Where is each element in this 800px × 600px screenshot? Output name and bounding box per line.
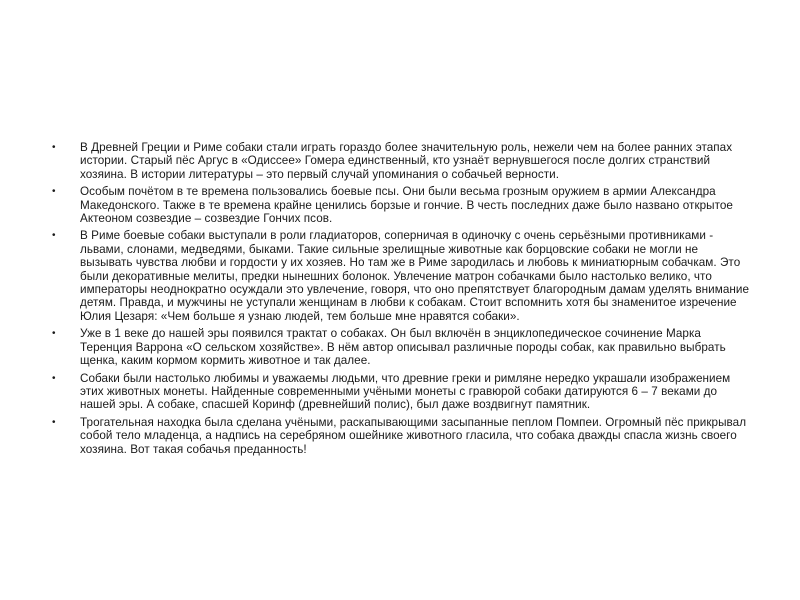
bullet-icon: • — [52, 416, 56, 428]
bullet-item-6 — [52, 416, 752, 456]
bullet-icon: • — [52, 372, 56, 384]
bullet-item-3 — [52, 229, 752, 323]
bullet-icon: • — [52, 230, 56, 242]
bullet-text: В Риме боевые собаки выступали в роли гладиаторов, соперничая в одиночку с очень серьёзными противниками - львами, слонами, медведями, быками. Такие сильные зрелищные животные как борцовские собаки не могли не вызывать чувства любви и гордости у их хозяев. Но там же в Риме зародилась и любовь к миниатюрным собачкам. Это были декоративные мелиты, предки нынешних болонок. Увлечение матрон собачками было настолько велико, что императоры неоднократно осуждали это увлечение, говоря, что оно препятствует благородным дамам уделять внимание детям. Правда, и мужчины не уступали женщинам в любви к собакам. Стоит вспомнить хотя бы знаменитое изречение Юлия Цезаря: «Чем больше я узнаю людей, тем больше мне нравятся собаки». — [80, 229, 750, 323]
bullet-item-1 — [52, 141, 752, 181]
bullet-icon: • — [52, 186, 56, 198]
bullet-icon: • — [52, 142, 56, 153]
bullet-item-5 — [52, 372, 752, 412]
bullet-text: Трогательная находка была сделана учёными, раскапывающими засыпанные пеплом Помпеи. Огромный пёс прикрывал собой тело младенца, а надпись на серебряном ошейнике животного гласила, что собака дважды спасла жизнь своего хозяина. Вот такая собачья преданность! — [80, 415, 747, 456]
bullet-item-4 — [52, 327, 752, 367]
bullet-text: Уже в 1 веке до нашей эры появился трактат о собаках. Он был включён в энциклопедическое сочинение Марка Теренция Варрона «О сельском хозяйстве». В нём автор описывал различные породы собак, как правильно выбрать щенка, каким кормом кормить животное и так далее. — [80, 327, 726, 368]
bullet-list — [52, 141, 752, 460]
bullet-text: Собаки были настолько любимы и уважаемы людьми, что древние греки и римляне нередко украшали изображением этих животных монеты. Найденные современными учёными монеты с гравюрой собаки датируются 6 – 7 веками до нашей эры. А собаке, спасшей Коринф (древнейший полис), был даже воздвигнут памятник. — [80, 371, 731, 412]
bullet-icon: • — [52, 328, 56, 340]
bullet-text: В Древней Греции и Риме собаки стали играть гораздо более значительную роль, нежели чем на более ранних этапах истории. Старый пёс Аргус в «Одиссее» Гомера единственный, кто узнаёт вернувшегося после долгих странствий хозяина. В истории литературы – это первый случай упоминания о собачьей верности. — [80, 141, 733, 181]
bullet-item-2 — [52, 185, 752, 225]
bullet-text: Особым почётом в те времена пользовались боевые псы. Они были весьма грозным оружием в армии Александра Македонского. Также в те времена крайне ценились борзые и гончие. В честь последних даже было названо открытое Актеоном созвездие – созвездие Гончих псов. — [80, 185, 733, 226]
